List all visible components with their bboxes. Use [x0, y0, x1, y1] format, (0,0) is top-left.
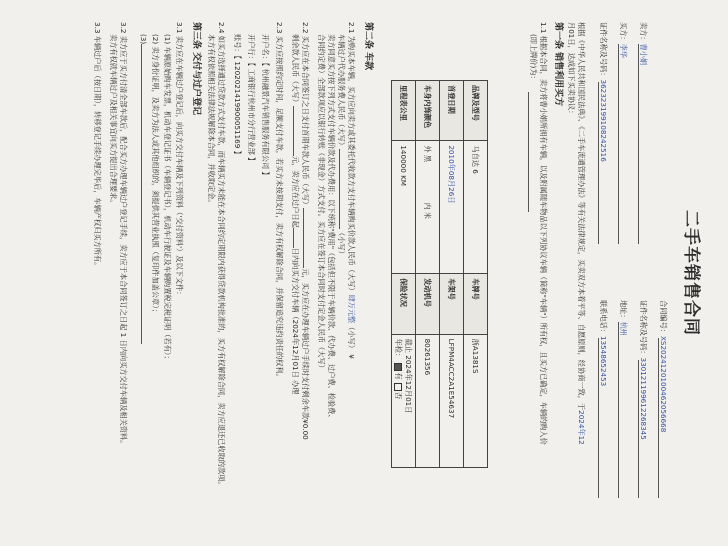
- article-3-1: 3.1 卖方应在车辆过户登记后，向买方交付车辆及下列资料（'交付资料'）及以下文件：: [175, 22, 184, 299]
- seller-id-number: 330121199612268345: [639, 357, 648, 440]
- article-1-1: 1.1 根据本合同，卖方将曹小娟所拥有车辆，以及附属随车物品以下列协议车辆（简称"车辆"）所有权，且买方已确定，车辆的购入价: [539, 22, 548, 445]
- color-label: 车身内饰颜色: [416, 81, 440, 141]
- seller-address-label: 地址：: [619, 300, 628, 322]
- article-2-2-text-b: 元，买方应在办理车辆过户手续时支付剩余车款: [301, 268, 310, 420]
- seller-row: [639, 22, 648, 65]
- buyer-id-row: [599, 22, 608, 162]
- buyer-row: [619, 22, 628, 58]
- article-2-1-line-3: 卖方同意买方按下列方式支付车辆价款及代办费用：以下统称"费用"（包括但不限于车辆价款、代办费、过户费、检验费、: [327, 34, 336, 422]
- article-3-1-item-2: (2) 卖方身份证明，及卖方为法人或其他组织的，须提供其营业执照（复印件加盖公章）；: [151, 34, 160, 316]
- preamble-line-2: 月01日，达成如下买卖协议：: [567, 22, 576, 118]
- inspection-row: [394, 339, 404, 463]
- article-2-title: 第二条 车款: [363, 22, 373, 71]
- underline: [618, 44, 619, 244]
- underline: [598, 338, 599, 498]
- article-1-title: 第一条 销售利用买方: [553, 22, 563, 107]
- article-3-1-item-1: (1) 车辆原始购车发票，机动车登记证书（车辆登记书），机动车行驶证及车辆购置税完税证明（若有）；: [163, 34, 172, 363]
- article-3-1-item-3: [139, 34, 148, 344]
- checkbox-checked-icon: [395, 363, 403, 371]
- exterior-color: 外 黑: [423, 145, 433, 163]
- article-2-4-line-2: 本方有权依照相关法律法规解除本合同，并收取定金。: [207, 34, 216, 207]
- seller-address-row: [619, 300, 628, 336]
- article-2-2-line-2: [291, 34, 300, 394]
- price-label: （小写） ¥: [347, 323, 356, 359]
- vehicle-info-table: [391, 80, 488, 468]
- inspection-label: 年检：: [394, 338, 404, 361]
- registration-date-value: 2010年08月26日: [440, 141, 464, 274]
- article-2-3: 2.3 买方应按照约定时间，足额支付车款，若买方未按期支付，卖方有权解除合同，并保留追究违约责任的权利。: [275, 22, 284, 381]
- article-3-2: 3.2 卖方应于买方付清全部车款后，配合买方办理车辆过户登记手续，卖方应于本合同签订之日起 1 日内向买方交付车辆及相关资料。: [119, 22, 128, 448]
- engine-label: 发动机号: [416, 274, 440, 334]
- item-3-label: (3): [139, 34, 148, 45]
- interior-color: 内 米: [423, 202, 433, 219]
- insurance-date: 截止 2024年12月01日: [404, 338, 414, 414]
- preamble-text: 根据《中华人民共和国民法典》、《二手车流通管理办法》等有关法律规定，买卖双方本着平等、自愿原则，经协商一致，于: [577, 22, 586, 411]
- article-3-title: 第三条 交付与过户登记: [191, 22, 201, 116]
- article-3-2-line-2: 卖方有权就车辆过户及相关事宜向买方提出合理要求。: [109, 34, 118, 207]
- brand-value: 马自达 6: [464, 141, 488, 274]
- account-number: 账号：【 1202021419900051169 】: [233, 34, 242, 158]
- buyer-label: 买方：: [619, 22, 628, 44]
- plate-value: 浙A1381S: [464, 334, 488, 467]
- mileage-label: 里程表公里: [392, 81, 416, 141]
- first-payment-amount: ¥0.00: [301, 419, 310, 440]
- plate-label: 车牌号: [464, 274, 488, 334]
- document-title: 二手车销售合同: [681, 210, 701, 336]
- brand-label: 品牌及型号: [464, 81, 488, 141]
- underline: [528, 92, 529, 212]
- article-1-1-cont: (即上牌价)为：: [529, 34, 538, 83]
- color-value: [416, 141, 440, 274]
- vin-value: LFPM4ACC2A1E54637: [440, 334, 464, 467]
- article-2-1-line-4: 合同约定费）全部款项应以银行转账（非现金）方式支付。买方应在签订本合同时支付定金人民币（大写）: [317, 34, 326, 372]
- article-2-1-line-2: [337, 34, 346, 258]
- seller-id-label: 证件名称及号码：: [639, 300, 648, 358]
- article-2-2-text-d: 日内向买方交付车辆（2024年12月01日 办理: [291, 247, 300, 395]
- article-2-4: 2.4 如买方选择通过贷款方式支付车款，而车辆买方未能在本合同约定期限内获得贷款机构批准的，买方有权解除合同，卖方应退还已收取的款项。: [217, 22, 226, 489]
- seller-address: 杭州: [619, 321, 628, 336]
- contract-number-label: 合同编号：: [659, 300, 668, 336]
- underline: [658, 338, 659, 498]
- insurance-value: [392, 334, 416, 467]
- preamble-date: 2024年12: [577, 410, 586, 445]
- contract-number: XS2024120100462056668: [659, 335, 668, 433]
- engine-value: 80261356: [416, 334, 440, 467]
- seller-label: 卖方：: [639, 22, 648, 44]
- buyer-phone-label: 联系电话：: [599, 300, 608, 336]
- seller-name: 曹小娟: [639, 43, 648, 66]
- article-2-2: [301, 22, 310, 440]
- table-row: [464, 81, 488, 468]
- buyer-id-number: 362323199108242516: [599, 79, 608, 162]
- account-bank: 开户行：【 工商银行杭州市分行营业部 】: [247, 34, 256, 165]
- buyer-name: 李华: [619, 43, 628, 58]
- buyer-phone-row: [599, 300, 608, 386]
- article-3-3: 3.3 车辆过户后（按日期），转移登记手续办理完毕后，车辆产权归买方所有。: [93, 22, 102, 270]
- article-2-1-text: 2.1 为购买本车辆，买方应向卖方或其委托代收款方支付车辆购买价款人民币（大写）: [347, 22, 356, 295]
- service-fee-small: （小写）: [337, 229, 346, 258]
- inspection-yes: 有: [394, 372, 404, 380]
- mileage-value: 140000 KM: [392, 141, 416, 274]
- checkbox-empty-icon: [395, 383, 403, 391]
- underline: [598, 82, 599, 244]
- price-chinese: 肆万元整: [347, 294, 356, 324]
- table-row: [440, 81, 464, 468]
- preamble-line-1: [577, 22, 586, 445]
- insurance-label: 保险状况: [392, 274, 416, 334]
- account-name: 开户名：【 杭州融景汽车销售服务有限公司 】: [261, 34, 270, 179]
- article-2-1: [347, 22, 356, 359]
- table-row: [416, 81, 440, 468]
- contract-number-row: [659, 300, 668, 432]
- article-2-2-text-c: 元，卖方应在过户日起: [291, 155, 300, 228]
- inspection-no: 否: [394, 391, 404, 400]
- seller-id-row: [639, 300, 648, 440]
- article-2-2-text: 2.2 买方应在本合同签订之日支付首期车款人民币（大写）: [301, 22, 310, 209]
- underline: [638, 44, 639, 244]
- table-row: [392, 81, 416, 468]
- underline: [638, 360, 639, 498]
- remaining-label: 剩余款人民币（大写）: [291, 34, 300, 106]
- vin-label: 车架号: [440, 274, 464, 334]
- buyer-phone: 13548652453: [599, 335, 608, 387]
- registration-date-label: 首登日期: [440, 81, 464, 141]
- buyer-id-label: 证件名称及号码：: [599, 22, 608, 80]
- underline: [618, 322, 619, 498]
- service-fee-text: 车辆过户代办服务费人民币（大写）: [337, 34, 346, 150]
